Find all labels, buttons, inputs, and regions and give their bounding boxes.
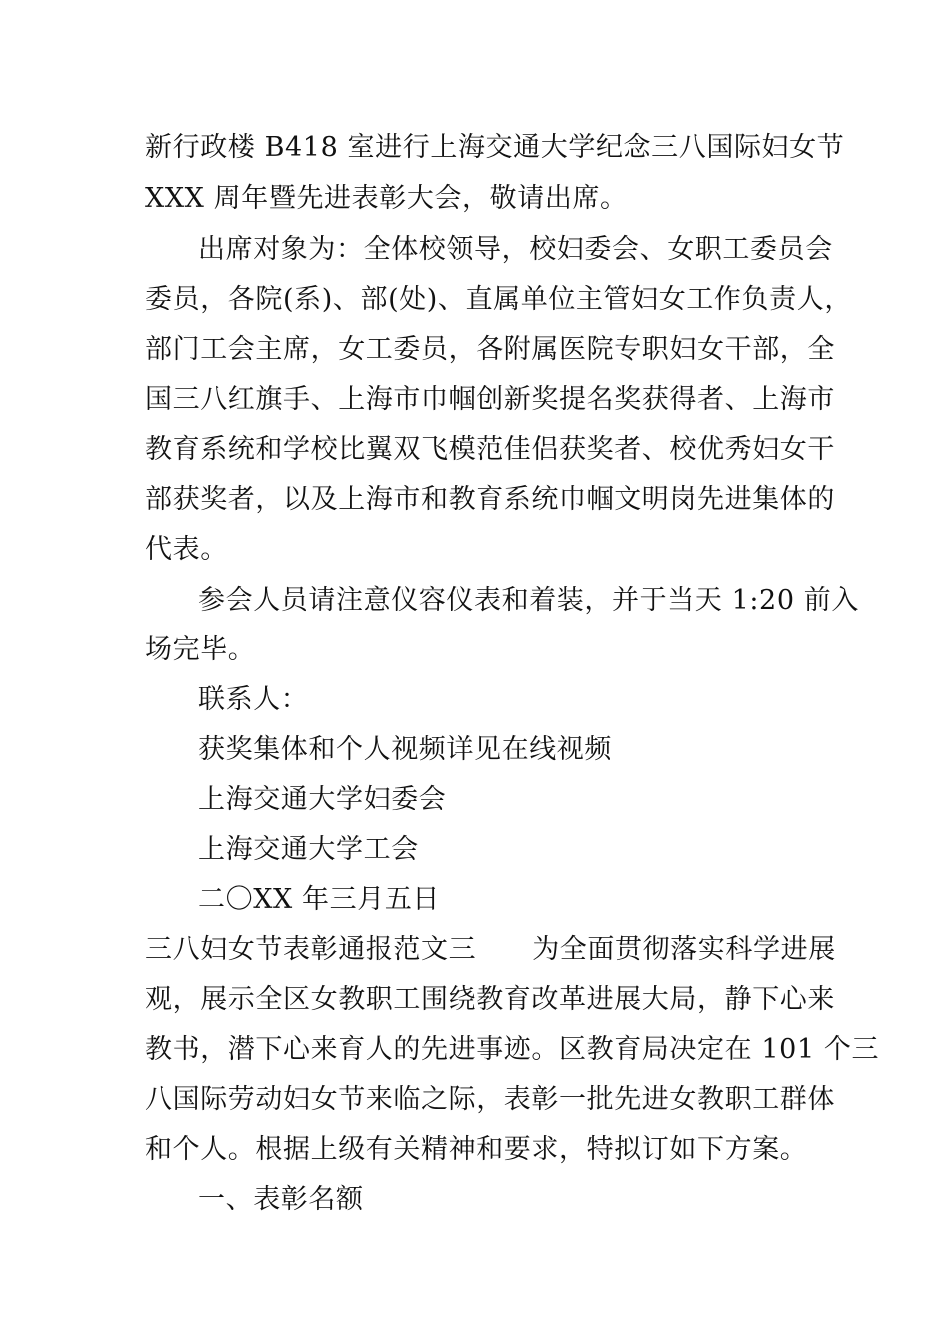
text-line: XXX 周年暨先进表彰大会，敬请出席。	[145, 183, 628, 214]
text-line: 部门工会主席，女工委员，各附属医院专职妇女干部，全	[145, 334, 835, 365]
text-line: 观，展示全区女教职工围绕教育改革进展大局，静下心来	[145, 984, 835, 1015]
contact-label: 联系人：	[198, 684, 309, 715]
text-line: 八国际劳动妇女节来临之际，表彰一批先进女教职工群体	[145, 1084, 835, 1115]
paragraph-start: 出席对象为：全体校领导，校妇委会、女职工委员会	[198, 234, 833, 265]
text-line: 国三八红旗手、上海市巾帼创新奖提名奖获得者、上海市	[145, 384, 835, 415]
text-line: 代表。	[145, 534, 228, 565]
text-line: 教书，潜下心来育人的先进事迹。区教育局决定在 101 个三	[145, 1034, 880, 1065]
signature-org-1: 上海交通大学妇委会	[198, 784, 447, 815]
section-title: 三八妇女节表彰通报范文三	[145, 934, 477, 965]
subheading: 一、表彰名额	[198, 1184, 364, 1215]
signature-org-2: 上海交通大学工会	[198, 834, 419, 865]
section-first-line: 为全面贯彻落实科学进展	[532, 934, 836, 965]
text-line: 委员，各院(系)、部(处)、直属单位主管妇女工作负责人，	[145, 284, 852, 315]
paragraph-start: 参会人员请注意仪容仪表和着装，并于当天 1:20 前入	[198, 585, 859, 616]
text-line: 部获奖者，以及上海市和教育系统巾帼文明岗先进集体的	[145, 484, 835, 515]
text-line: 新行政楼 B418 室进行上海交通大学纪念三八国际妇女节	[145, 132, 845, 163]
text-line: 教育系统和学校比翼双飞模范佳侣获奖者、校优秀妇女干	[145, 434, 835, 465]
section-heading-line	[145, 933, 836, 967]
signature-date: 二〇XX 年三月五日	[198, 884, 441, 915]
text-line: 场完毕。	[145, 634, 256, 665]
text-line: 和个人。根据上级有关精神和要求，特拟订如下方案。	[145, 1134, 808, 1165]
video-note: 获奖集体和个人视频详见在线视频	[198, 734, 612, 765]
